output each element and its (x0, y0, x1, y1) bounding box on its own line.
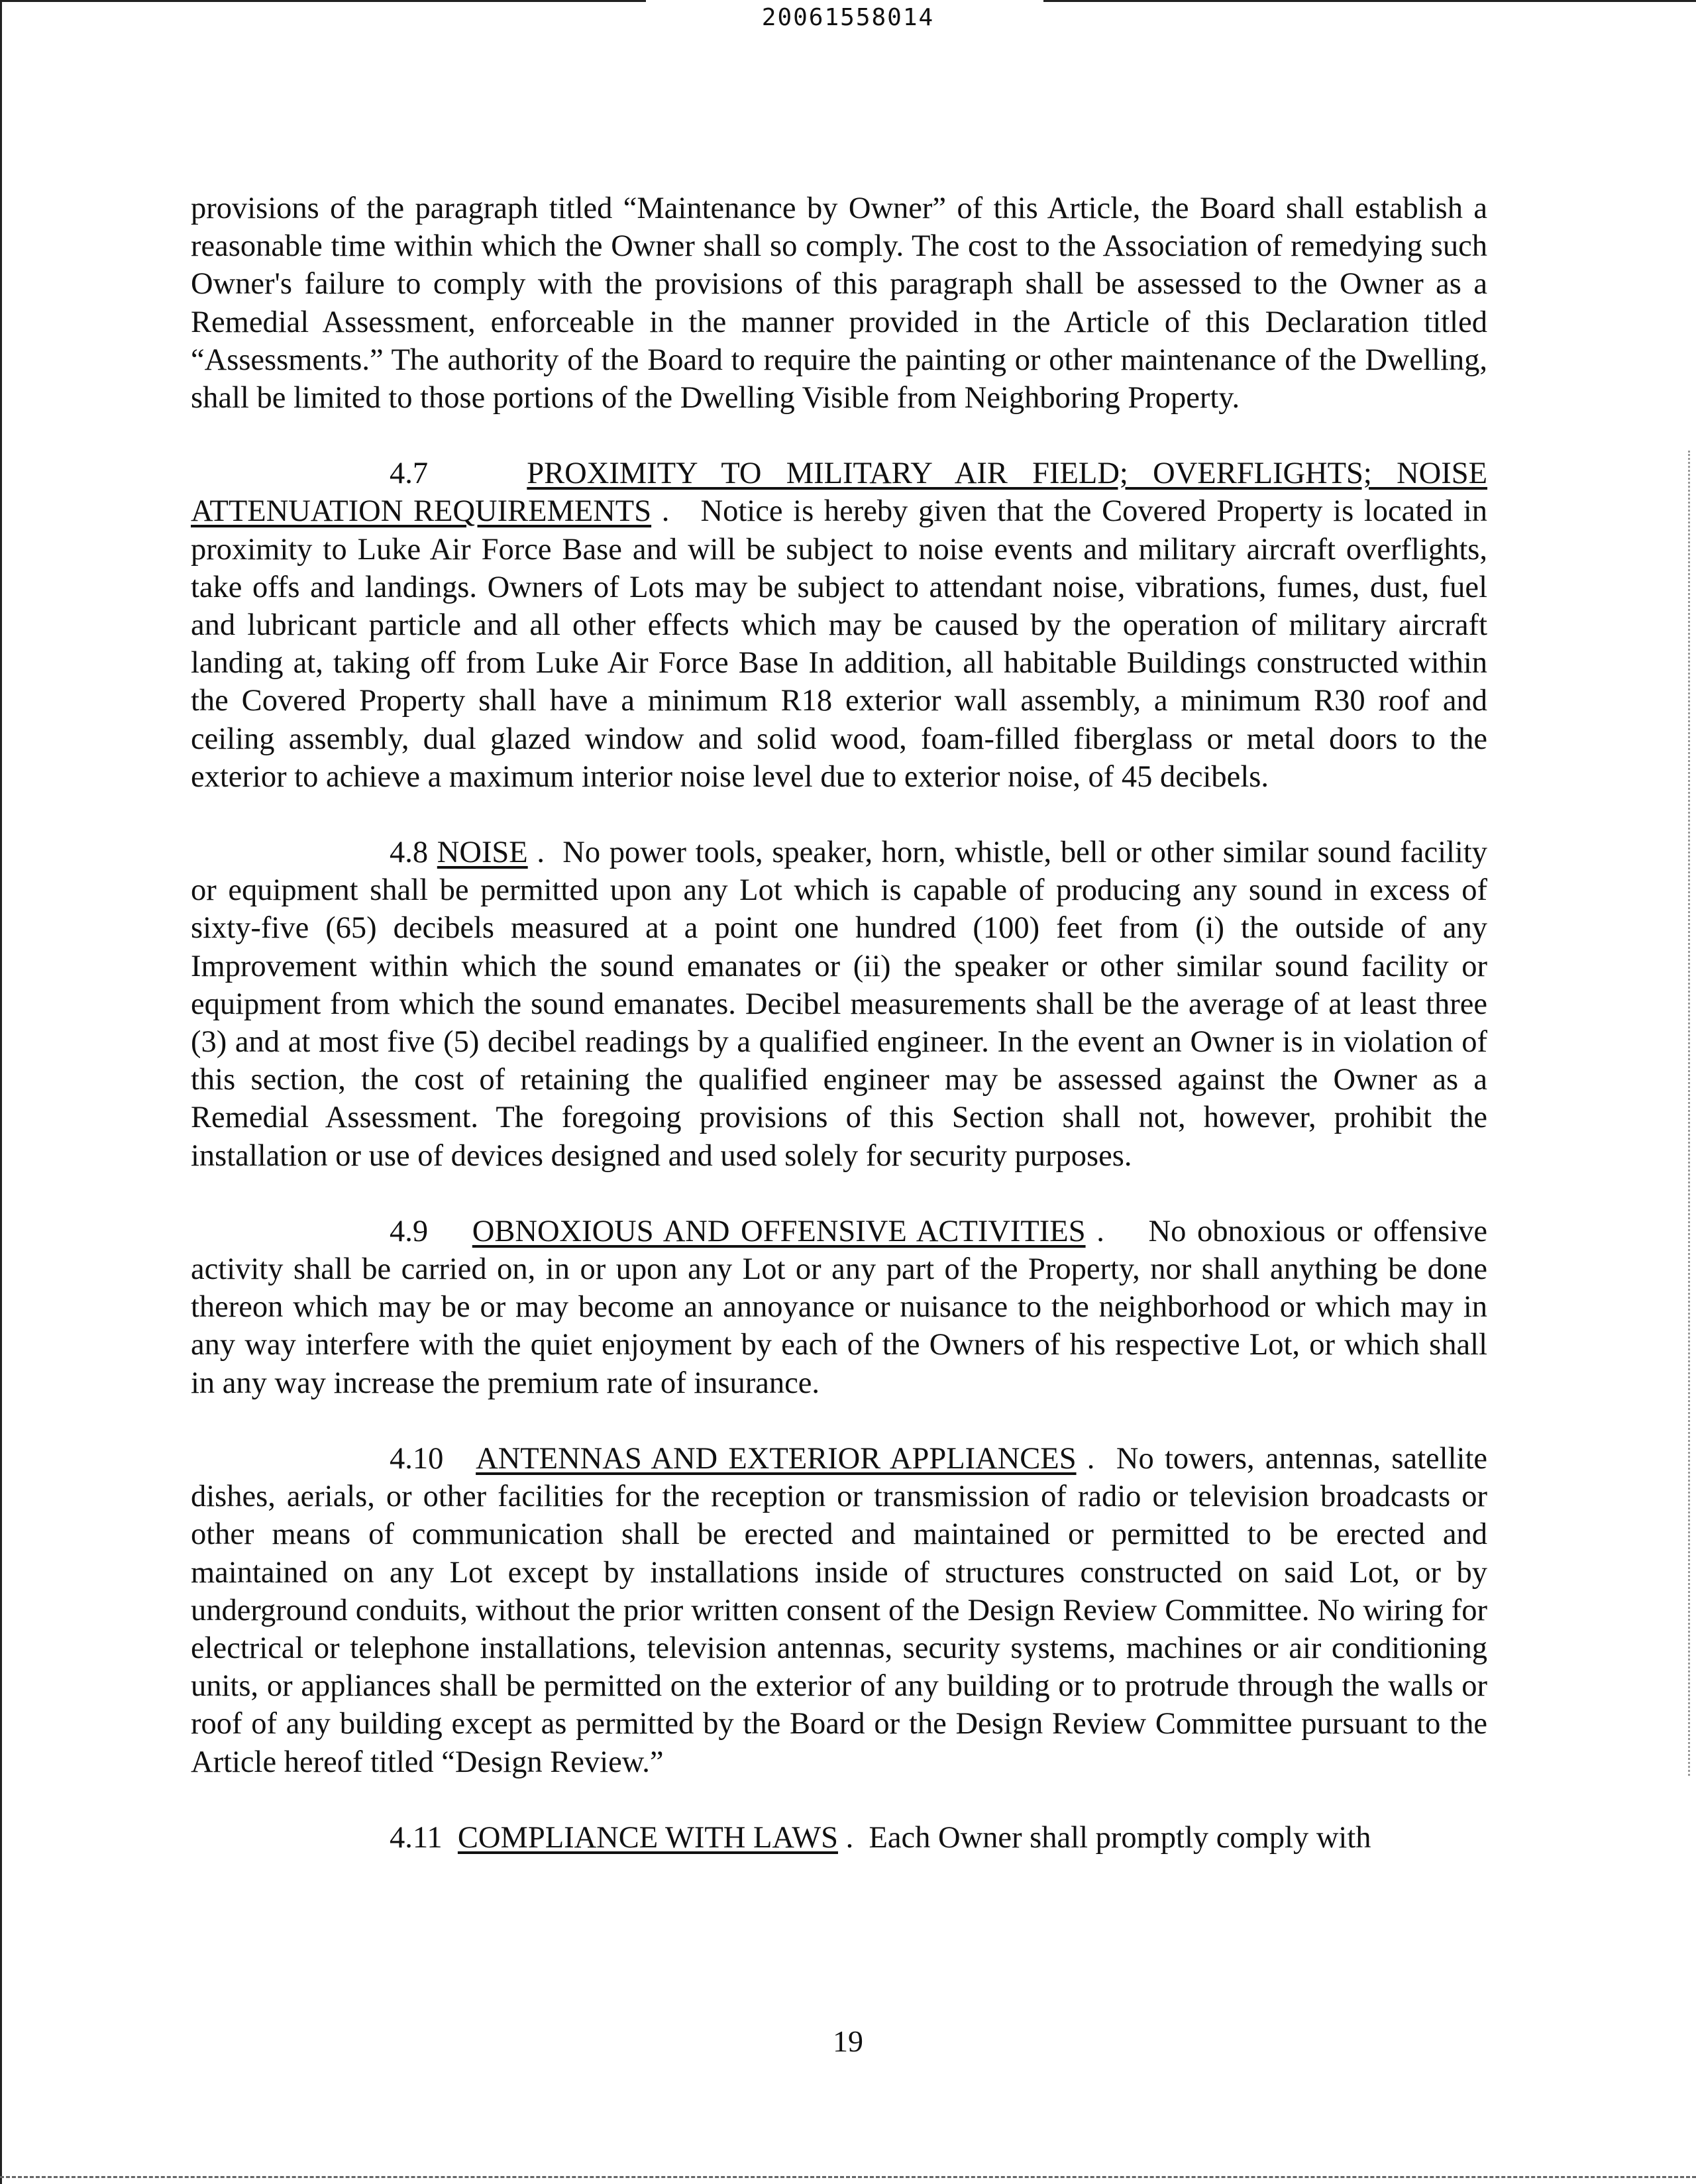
section-number: 4.9 (390, 1214, 429, 1248)
section-4-9: 4.9 OBNOXIOUS AND OFFENSIVE ACTIVITIES . No obnoxious or offensive activity shall be carried on, in or upon any Lot or any part of the Property, nor shall anything be done thereon which may be or may become an annoyance or nuisance to the neighborhood or which may in any way interfere with the quiet enjoyment by each of the Owners of his respective Lot, or which shall in any way increase the premium rate of insurance. (191, 1214, 1488, 1400)
section-4-8: 4.8 NOISE . No power tools, speaker, horn, whistle, bell or other similar sound facility or equipment shall be permitted upon any Lot which is capable of producing any sound in excess of sixty-five (65) decibels measured at a point one hundred (100) feet from (i) the outside of any Improvement within which the sound emanates or (ii) the speaker or other similar sound facility or equipment from which the sound emanates. Decibel measurements shall be the average of at least three (3) and at most five (5) decibel readings by a qualified engineer. In the event an Owner is in violation of this section, the cost of retaining the qualified engineer may be assessed against the Owner as a Remedial Assessment. The foregoing provisions of this Section shall not, however, prohibit the installation or use of devices designed and used solely for security purposes. (191, 836, 1488, 1173)
section-text: No towers, antennas, satellite dishes, aerials, or other facilities for the reception or transmission of radio or television broadcasts or other means of communication shall be erected and maintained or permitted to be erected and maintained on any Lot except by installations inside of structures constructed on said Lot, or by underground conduits, without the prior written consent of the Design Review Committee. No wiring for electrical or telephone installations, television antennas, security systems, machines or air conditioning units, or appliances shall be permitted on the exterior of any building or to protrude through the walls or roof of any building except as permitted by the Board or the Design Review Committee pursuant to the Article hereof titled “Design Review.” (191, 1441, 1487, 1779)
bottom-rule (0, 2176, 1696, 2178)
right-margin-scan-marks (1688, 451, 1692, 1776)
section-number: 4.8 (390, 836, 429, 870)
document-body (191, 190, 1487, 1894)
section-number: 4.11 (390, 1820, 443, 1855)
section-heading: COMPLIANCE WITH LAWS (457, 1820, 838, 1855)
section-4-7: 4.7 PROXIMITY TO MILITARY AIR FIELD; OVERFLIGHTS; NOISE ATTENUATION REQUIREMENTS . Notice is hereby given that the Covered Property is located in proximity to Luke Air Force Base and will be subject to noise events and military aircraft overflights, take offs and landings. Owners of Lots may be subject to attendant noise, vibrations, fumes, dust, fuel and lubricant particle and all other effects which may be caused by the operation of military aircraft landing at, taking off from Luke Air Force Base In addition, all habitable Buildings constructed within the Covered Property shall have a minimum R18 exterior wall assembly, a minimum R30 roof and ceiling assembly, dual glazed window and solid wood, foam-filled fiberglass or metal doors to the exterior to achieve a maximum interior noise level due to exterior noise, of 45 decibels. (191, 457, 1488, 794)
section-number: 4.10 (390, 1441, 444, 1476)
section-heading: PROXIMITY TO MILITARY AIR FIELD; OVERFLIGHTS; NOISE ATTENUATION REQUIREMENTS (191, 457, 1488, 529)
section-text: Each Owner shall promptly comply with (869, 1820, 1371, 1855)
paragraph-continuation (191, 190, 1487, 417)
page-number: 19 (833, 2024, 863, 2058)
page-left-border (0, 0, 2, 2184)
section-number: 4.7 (390, 457, 429, 491)
top-rule-right (1043, 0, 1696, 2)
section-4-10: 4.10 ANTENNAS AND EXTERIOR APPLIANCES . No towers, antennas, satellite dishes, aerials, or other facilities for the reception or transmission of radio or television broadcasts or other means of communication shall be erected and maintained or permitted to be erected and maintained on any Lot except by installations inside of structures constructed on said Lot, or by underground conduits, without the prior written consent of the Design Review Committee. No wiring for electrical or telephone installations, television antennas, security systems, machines or air conditioning units, or appliances shall be permitted on the exterior of any building or to protrude through the walls or roof of any building except as permitted by the Board or the Design Review Committee pursuant to the Article hereof titled “Design Review.” (191, 1441, 1487, 1779)
section-4-11: 4.11 COMPLIANCE WITH LAWS . Each Owner shall promptly comply with (390, 1820, 1371, 1855)
section-heading: NOISE (437, 836, 528, 870)
section-text: Notice is hereby given that the Covered Property is located in proximity to Luke Air Force Base and will be subject to noise events and military aircraft overflights, take offs and landings. Owners of Lots may be subject to attendant noise, vibrations, fumes, dust, fuel and lubricant particle and all other effects which may be caused by the operation of military aircraft landing at, taking off from Luke Air Force Base In addition, all habitable Buildings constructed within the Covered Property shall have a minimum R18 exterior wall assembly, a minimum R30 roof and ceiling assembly, dual glazed window and solid wood, foam-filled fiberglass or metal doors to the exterior to achieve a maximum interior noise level due to exterior noise, of 45 decibels. (191, 494, 1488, 794)
section-text: No obnoxious or offensive activity shall be carried on, in or upon any Lot or any part of the Property, nor shall anything be done thereon which may be or may become an annoyance or nuisance to the neighborhood or which may in any way interfere with the quiet enjoyment by each of the Owners of his respective Lot, or which shall in any way increase the premium rate of insurance. (191, 1214, 1488, 1400)
paragraph-text: provisions of the paragraph titled “Maintenance by Owner” of this Article, the Board shall establish a reasonable time within which the Owner shall so comply. The cost to the Association of remedying such Owner's failure to comply with the provisions of this paragraph shall be assessed to the Owner as a Remedial Assessment, enforceable in the manner provided in the Article of this Declaration titled “Assessments.” The authority of the Board to require the painting or other maintenance of the Dwelling, shall be limited to those portions of the Dwelling Visible from Neighboring Property. (191, 191, 1487, 415)
document-number: 20061558014 (761, 4, 935, 31)
section-heading: OBNOXIOUS AND OFFENSIVE ACTIVITIES (472, 1214, 1086, 1248)
section-heading: ANTENNAS AND EXTERIOR APPLIANCES (476, 1441, 1077, 1476)
section-text: No power tools, speaker, horn, whistle, bell or other similar sound facility or equipment shall be permitted upon any Lot which is capable of producing any sound in excess of sixty-five (65) decibels measured at a point one hundred (100) feet from (i) the outside of any Improvement within which the sound emanates or (ii) the speaker or other similar sound facility or equipment from which the sound emanates. Decibel measurements shall be the average of at least three (3) and at most five (5) decibel readings by a qualified engineer. In the event an Owner is in violation of this section, the cost of retaining the qualified engineer may be assessed against the Owner as a Remedial Assessment. The foregoing provisions of this Section shall not, however, prohibit the installation or use of devices designed and used solely for security purposes. (191, 836, 1488, 1173)
top-rule-left (0, 0, 646, 2)
